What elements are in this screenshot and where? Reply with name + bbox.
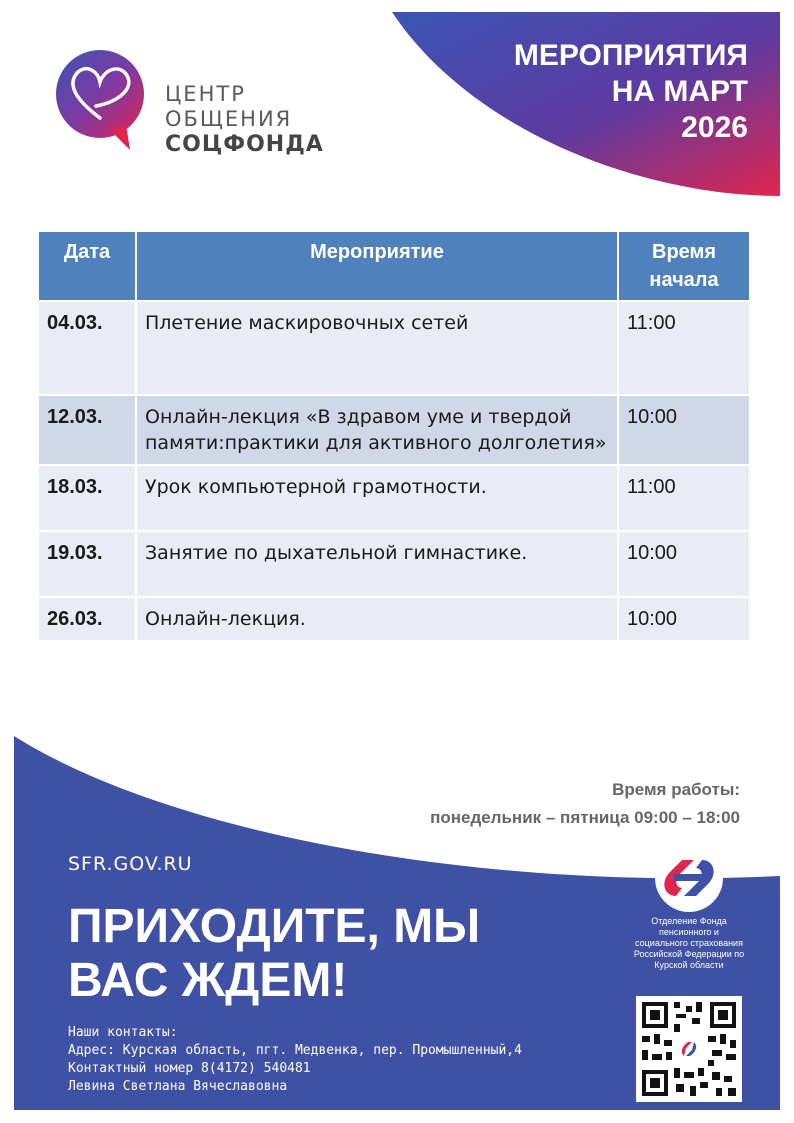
page-title [428,38,748,146]
cell-event: Онлайн-лекция «В здравом уме и твердой памяти:практики для активного долголетия» [137,396,617,464]
logo-line-3: СОЦФОНДА [165,132,324,157]
website-link[interactable]: SFR.GOV.RU [68,853,193,875]
table-header-row [39,232,749,300]
contacts-title: Наши контакты: [68,1025,178,1040]
contacts-block [68,1024,522,1096]
table-row [39,396,749,464]
cell-event: Занятие по дыхательной гимнастике. [137,532,617,596]
working-hours-value: понедельник – пятница 09:00 – 18:00 [430,808,740,827]
table-row [39,466,749,530]
cell-date: 26.03. [39,598,135,640]
qr-code-icon [636,996,742,1102]
call-to-action [68,900,480,1008]
logo-line-1: ЦЕНТР [165,82,246,106]
column-header-time: Время начала [619,232,749,300]
events-table [37,230,751,642]
title-line-1: МЕРОПРИЯТИЯ [513,39,748,72]
working-hours-title: Время работы: [612,780,740,799]
cell-date: 12.03. [39,396,135,464]
title-line-2: НА МАРТ [611,75,748,108]
cell-time: 11:00 [619,466,749,530]
sfr-caption: Отделение Фонда пенсионного и социального страхования Российской Федерации по Курской области [633,916,745,970]
cell-event: Урок компьютерной грамотности. [137,466,617,530]
cell-event: Плетение маскировочных сетей [137,302,617,394]
cell-time: 10:00 [619,396,749,464]
cta-line-2: ВАС ЖДЕМ! [68,954,348,1007]
sfr-logo-icon [630,842,748,916]
cell-date: 04.03. [39,302,135,394]
cell-date: 19.03. [39,532,135,596]
column-header-event: Мероприятие [137,232,617,300]
cell-time: 10:00 [619,598,749,640]
table-row [39,302,749,394]
contacts-person: Левина Светлана Вячеславовна [68,1079,288,1094]
logo-text [165,82,324,157]
cta-line-1: ПРИХОДИТЕ, МЫ [68,900,481,953]
contacts-phone: Контактный номер 8(4172) 540481 [68,1061,311,1076]
cell-date: 18.03. [39,466,135,530]
logo-line-2: ОБЩЕНИЯ [165,107,293,131]
table-row [39,598,749,640]
heart-chat-logo-icon [52,50,152,154]
cell-time: 11:00 [619,302,749,394]
table-row [39,532,749,596]
contacts-address: Адрес: Курская область, пгт. Медвенка, пер. Промышленный,4 [68,1043,522,1058]
column-header-date: Дата [39,232,135,300]
title-line-3: 2026 [681,111,748,144]
cell-event: Онлайн-лекция. [137,598,617,640]
cell-time: 10:00 [619,532,749,596]
